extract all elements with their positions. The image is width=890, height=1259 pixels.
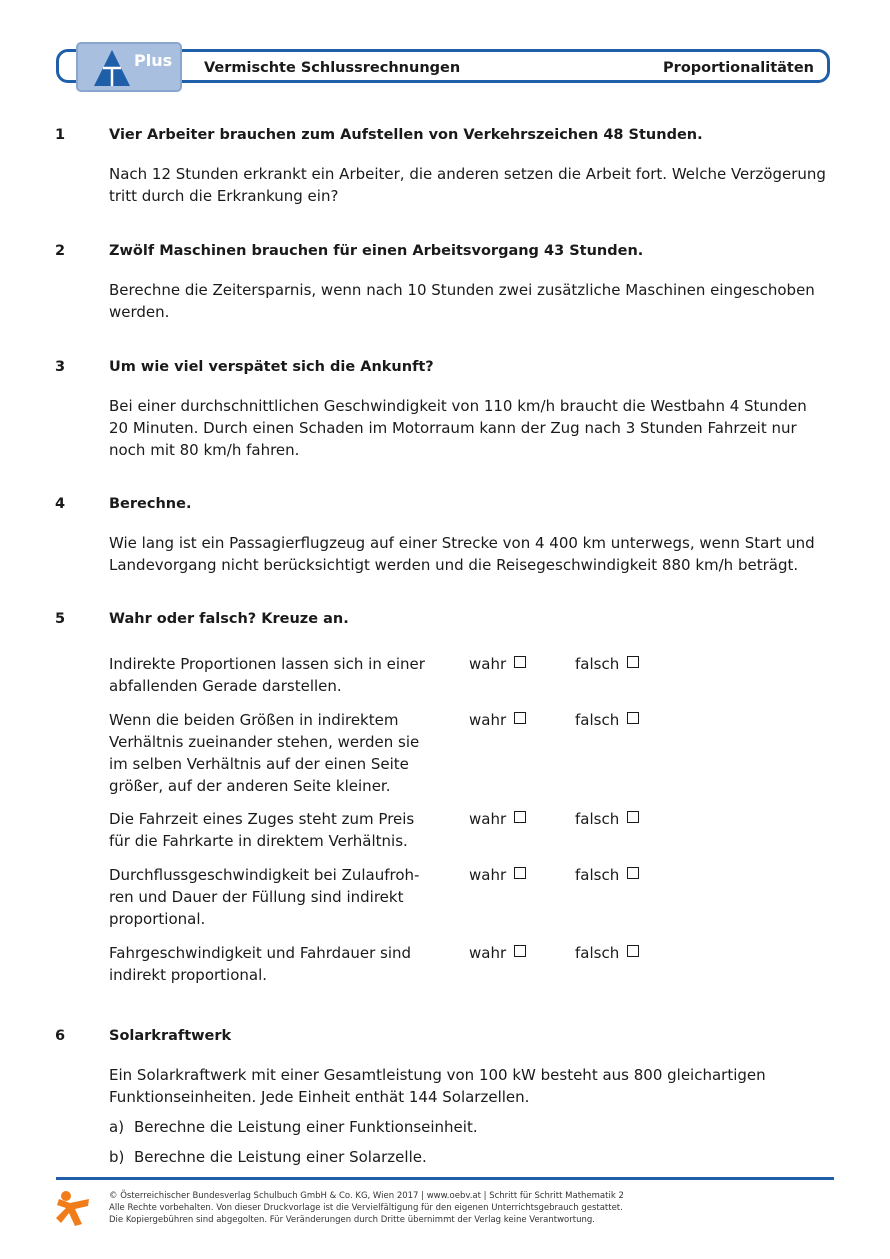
plus-logo	[76, 42, 182, 92]
text-line: ren und Dauer der Füllung sind indirekt	[109, 888, 404, 906]
true-label: wahr	[469, 655, 507, 673]
subtask-a	[109, 1116, 478, 1138]
subtask-letter: b)	[109, 1148, 125, 1166]
task-heading: Vier Arbeiter brauchen zum Aufstellen von Verkehrszeichen 48 Stunden.	[109, 127, 703, 143]
false-checkbox[interactable]	[627, 945, 639, 957]
footer-line: Die Kopiergebühren sind abgegolten. Für Veränderungen durch Dritte übernimmt der Verlag keine Verantwortung.	[109, 1215, 595, 1225]
text-line: indirekt proportional.	[109, 966, 268, 984]
subtask-letter: a)	[109, 1118, 125, 1136]
false-label: falsch	[575, 655, 620, 673]
false-label: falsch	[575, 711, 620, 729]
true-checkbox[interactable]	[514, 656, 526, 668]
text-line: Bei einer durchschnittlichen Geschwindigkeit von 110 km/h braucht die Westbahn 4 Stunden	[109, 397, 807, 415]
task-text	[109, 1064, 831, 1108]
false-option[interactable]	[575, 653, 639, 675]
text-line: 20 Minuten. Durch einen Schaden im Motorraum kann der Zug nach 3 Stunden Fahrzeit nur	[109, 419, 797, 437]
statement-text	[109, 864, 439, 930]
logo-text: Plus	[134, 51, 173, 70]
true-label: wahr	[469, 866, 507, 884]
true-option[interactable]	[469, 808, 526, 830]
true-label: wahr	[469, 711, 507, 729]
false-label: falsch	[575, 944, 620, 962]
text-line: im selben Verhältnis auf der einen Seite	[109, 755, 409, 773]
task-heading: Wahr oder falsch? Kreuze an.	[109, 611, 349, 627]
text-line: Wie lang ist ein Passagierflugzeug auf einer Strecke von 4 400 km unterwegs, wenn Start und	[109, 534, 815, 552]
publisher-logo-icon	[56, 1190, 90, 1226]
text-line: proportional.	[109, 910, 206, 928]
false-option[interactable]	[575, 709, 639, 731]
text-line: Indirekte Proportionen lassen sich in einer	[109, 655, 425, 673]
true-checkbox[interactable]	[514, 811, 526, 823]
task-heading: Berechne.	[109, 496, 192, 512]
false-label: falsch	[575, 810, 620, 828]
false-checkbox[interactable]	[627, 811, 639, 823]
task-text	[109, 163, 831, 207]
text-line: Wenn die beiden Größen in indirektem	[109, 711, 399, 729]
text-line: Landevorgang nicht berücksichtigt werden und die Reisegeschwindigkeit 880 km/h beträgt.	[109, 556, 799, 574]
true-option[interactable]	[469, 709, 526, 731]
subtask-b	[109, 1146, 427, 1168]
subtask-text: Berechne die Leistung einer Solarzelle.	[134, 1148, 427, 1166]
true-checkbox[interactable]	[514, 945, 526, 957]
true-label: wahr	[469, 944, 507, 962]
text-line: Fahrgeschwindigkeit und Fahrdauer sind	[109, 944, 412, 962]
subtask-text: Berechne die Leistung einer Funktionseinheit.	[134, 1118, 478, 1136]
task-text	[109, 532, 831, 576]
task-number: 3	[55, 359, 66, 375]
text-line: Ein Solarkraftwerk mit einer Gesamtleistung von 100 kW besteht aus 800 gleichartigen	[109, 1066, 766, 1084]
header-topic: Proportionalitäten	[663, 60, 814, 76]
task-number: 2	[55, 243, 66, 259]
text-line: Nach 12 Stunden erkrankt ein Arbeiter, die anderen setzen die Arbeit fort. Welche Verzögerung	[109, 165, 826, 183]
task-text	[109, 279, 831, 323]
statement-text	[109, 808, 439, 852]
text-line: Die Fahrzeit eines Zuges steht zum Preis	[109, 810, 415, 828]
task-number: 6	[55, 1028, 66, 1044]
text-line: noch mit 80 km/h fahren.	[109, 441, 300, 459]
true-option[interactable]	[469, 864, 526, 886]
statement-text	[109, 653, 439, 697]
task-heading: Solarkraftwerk	[109, 1028, 232, 1044]
text-line: tritt durch die Erkrankung ein?	[109, 187, 339, 205]
false-option[interactable]	[575, 942, 639, 964]
false-checkbox[interactable]	[627, 712, 639, 724]
true-checkbox[interactable]	[514, 867, 526, 879]
task-text	[109, 395, 831, 461]
footer-rule	[56, 1177, 834, 1180]
false-option[interactable]	[575, 808, 639, 830]
true-checkbox[interactable]	[514, 712, 526, 724]
statement-text	[109, 709, 439, 797]
text-line: abfallenden Gerade darstellen.	[109, 677, 342, 695]
false-checkbox[interactable]	[627, 867, 639, 879]
task-number: 1	[55, 127, 66, 143]
task-number: 4	[55, 496, 66, 512]
task-heading: Um wie viel verspätet sich die Ankunft?	[109, 359, 434, 375]
false-label: falsch	[575, 866, 620, 884]
text-line: für die Fahrkarte in direktem Verhältnis.	[109, 832, 408, 850]
text-line: Verhältnis zueinander stehen, werden sie	[109, 733, 420, 751]
text-line: werden.	[109, 303, 170, 321]
triangle-logo-icon	[92, 48, 132, 88]
true-option[interactable]	[469, 653, 526, 675]
footer-line: Alle Rechte vorbehalten. Von dieser Druckvorlage ist die Vervielfältigung für den eigenen Unterrichtsgebrauch gestattet.	[109, 1203, 623, 1213]
true-label: wahr	[469, 810, 507, 828]
statement-text	[109, 942, 439, 986]
text-line: größer, auf der anderen Seite kleiner.	[109, 777, 391, 795]
task-heading: Zwölf Maschinen brauchen für einen Arbeitsvorgang 43 Stunden.	[109, 243, 644, 259]
true-option[interactable]	[469, 942, 526, 964]
footer-copyright	[109, 1190, 624, 1226]
text-line: Berechne die Zeitersparnis, wenn nach 10 Stunden zwei zusätzliche Maschinen eingeschoben	[109, 281, 815, 299]
text-line: Funktionseinheiten. Jede Einheit enthät 144 Solarzellen.	[109, 1088, 530, 1106]
false-checkbox[interactable]	[627, 656, 639, 668]
footer-line: © Österreichischer Bundesverlag Schulbuch GmbH & Co. KG, Wien 2017 | www.oebv.at | Schritt für Schritt Mathematik 2	[109, 1191, 624, 1201]
false-option[interactable]	[575, 864, 639, 886]
text-line: Durchflussgeschwindigkeit bei Zulaufroh-	[109, 866, 420, 884]
task-number: 5	[55, 611, 66, 627]
header-title: Vermischte Schlussrechnungen	[204, 60, 461, 76]
